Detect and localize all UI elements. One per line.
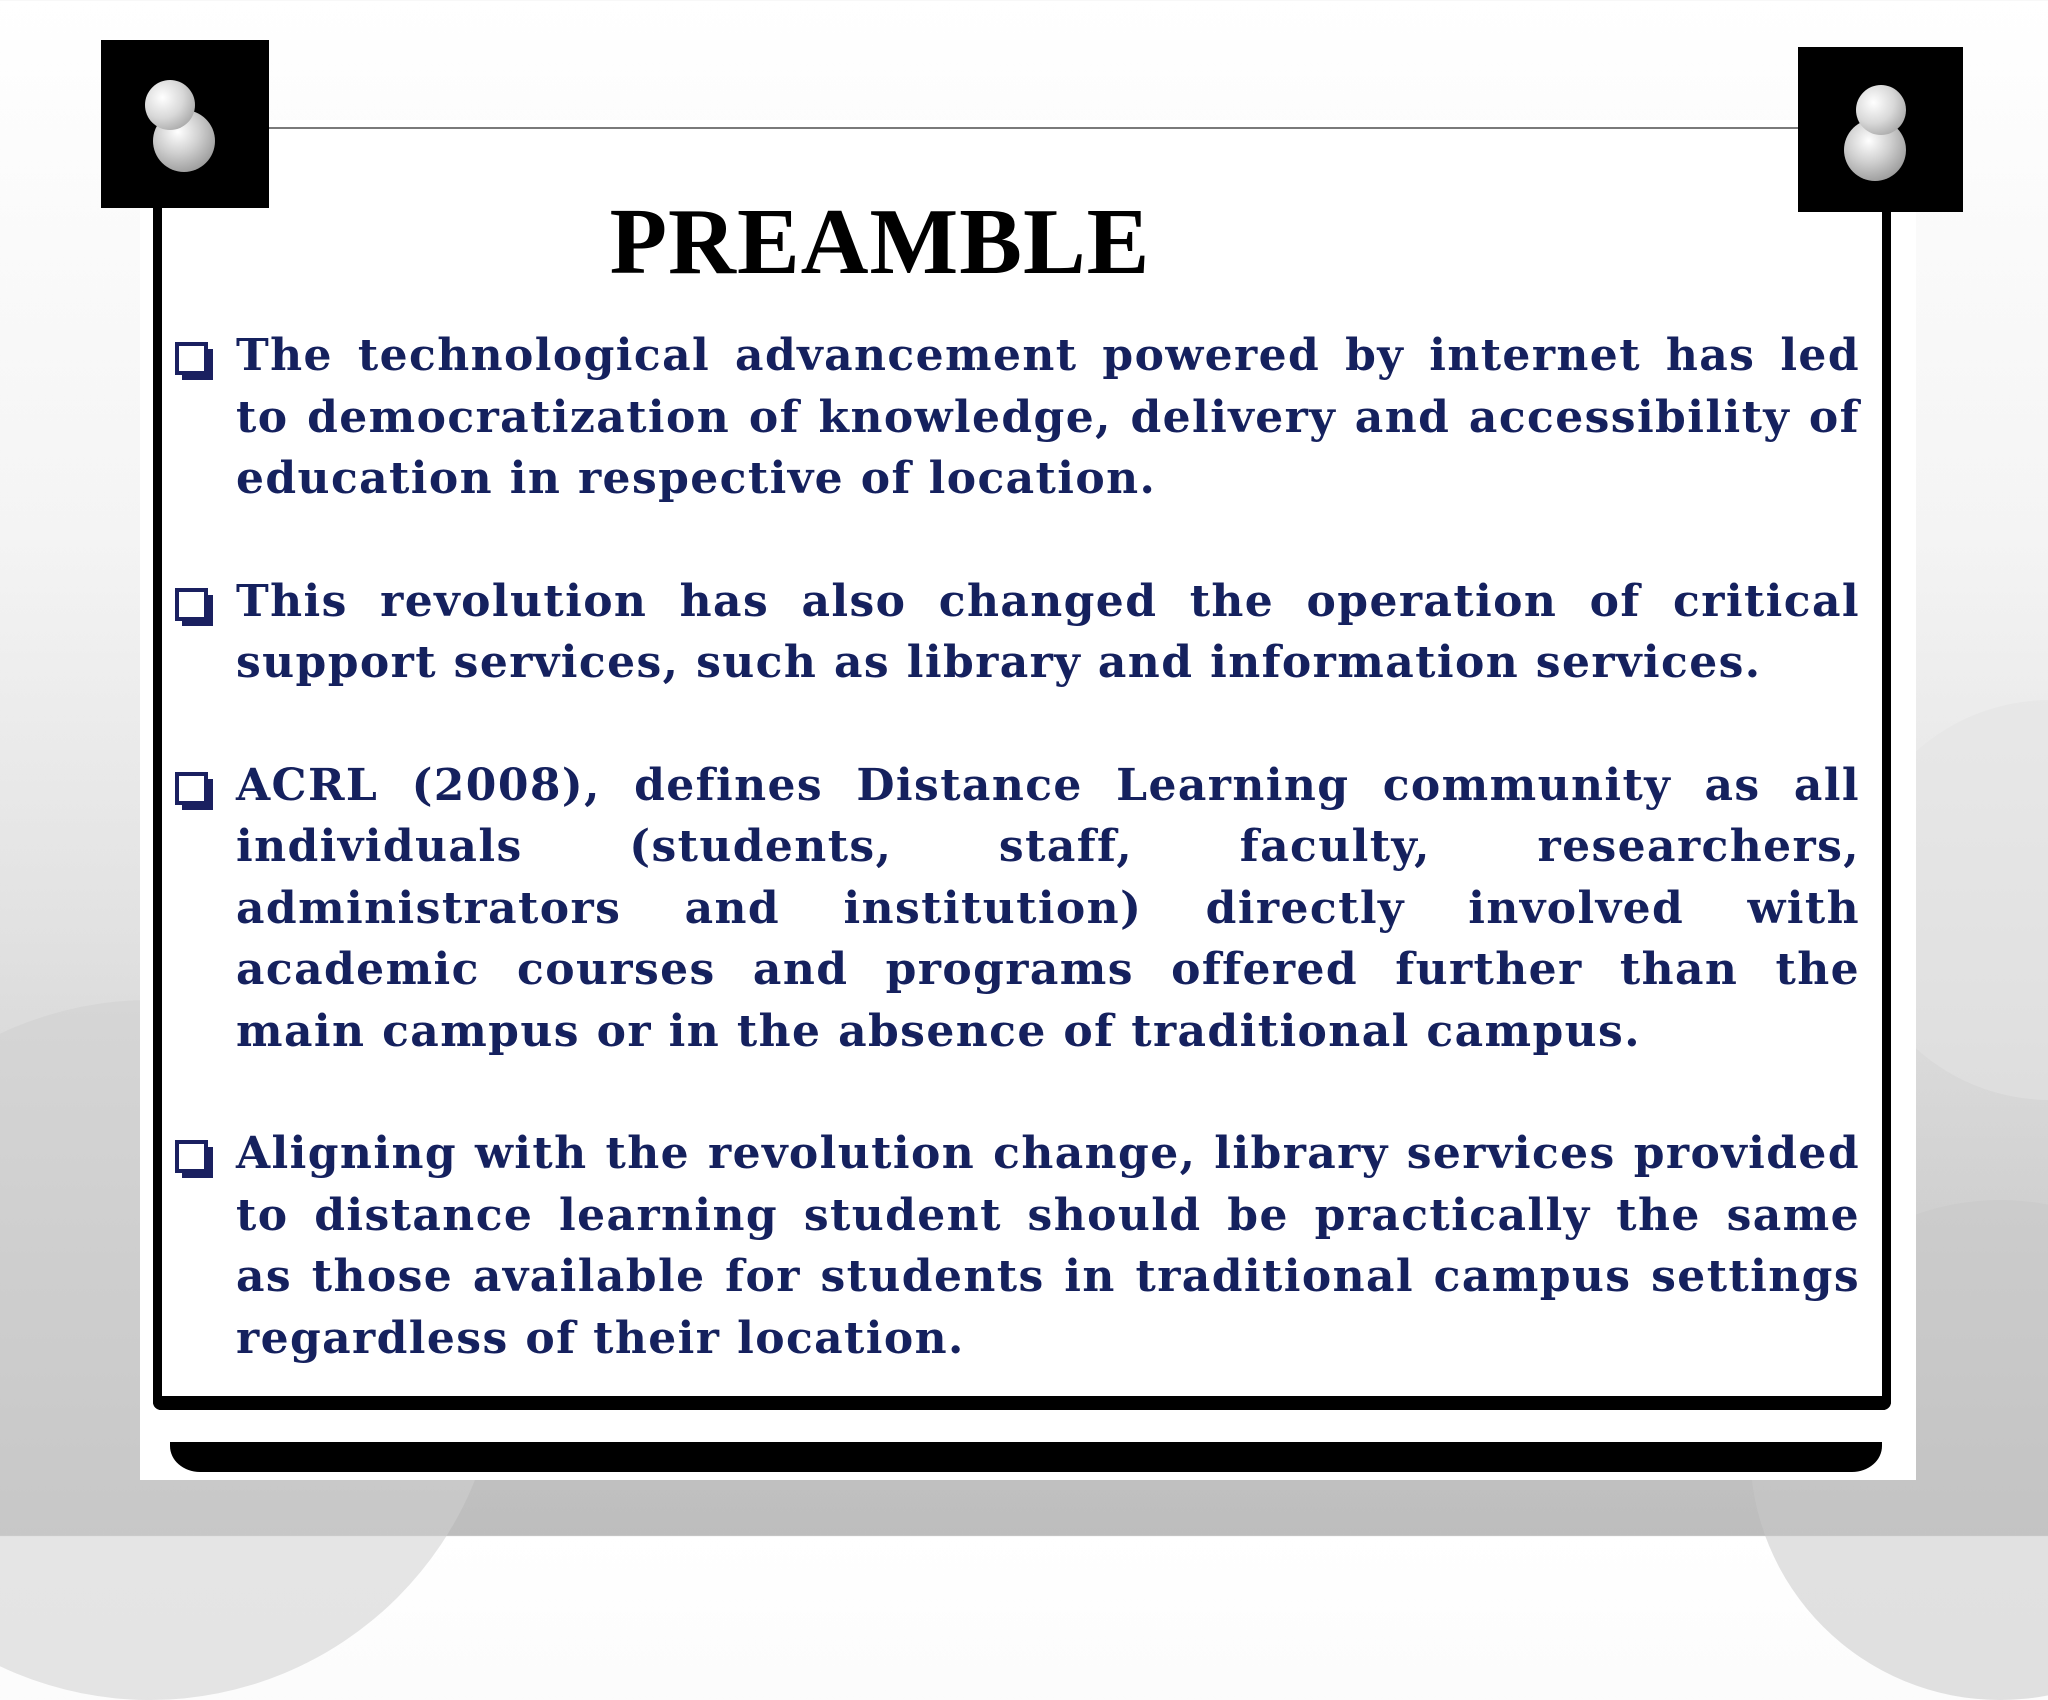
push-pin-head: [1856, 85, 1906, 135]
push-pin-head: [145, 80, 195, 130]
bullet-item: [172, 1123, 1862, 1369]
hanging-string: [268, 127, 1800, 129]
checkbox-square-icon: [175, 772, 208, 805]
checkbox-square-icon: [175, 342, 208, 375]
bullet-text: ACRL (2008), defines Distance Learning community as all individuals (students, staff, faculty, researchers, administrators and institution) directly involved with academic courses and programs offered further than the main campus or in the absence of traditional campus.: [236, 759, 1860, 1057]
bullet-item: [172, 755, 1862, 1063]
bullet-text: This revolution has also changed the operation of critical support services, such as library and information services.: [236, 575, 1860, 688]
bullet-item: [172, 571, 1862, 694]
right-pin-block: [1798, 47, 1963, 212]
bullet-item: [172, 325, 1862, 510]
bullet-text: Aligning with the revolution change, library services provided to distance learning student should be practically the same as those available for students in traditional campus settings regardless of their location.: [236, 1128, 1860, 1364]
left-pin-block: [101, 40, 269, 208]
slide-title: PREAMBLE: [609, 190, 1151, 294]
bullet-text: The technological advancement powered by internet has led to democratization of knowledge, delivery and accessibility of education in respective of location.: [236, 330, 1860, 504]
checkbox-square-icon: [175, 588, 208, 621]
checkbox-square-icon: [175, 1140, 208, 1173]
board-base: [170, 1442, 1882, 1472]
bullet-list: [172, 325, 1862, 1430]
